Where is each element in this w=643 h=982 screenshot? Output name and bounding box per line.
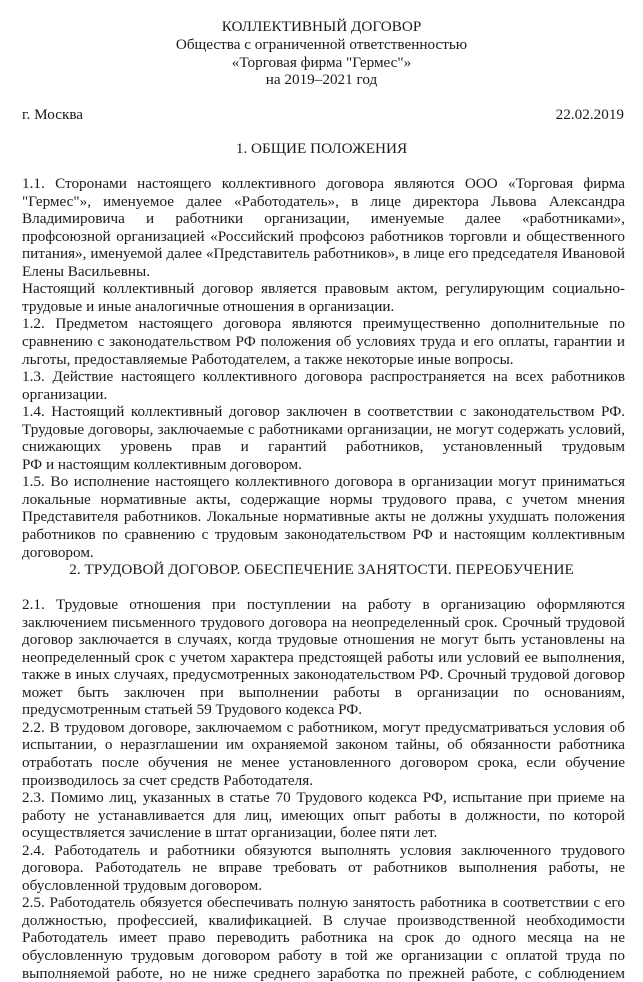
- text-line: выполняемой работе, но не ниже среднего заработка по прежней работе, с соблюдением: [22, 964, 625, 982]
- document-subtitle-company: «Торговая фирма "Гермес"»: [231, 54, 412, 71]
- text-line: снижающих уровень прав и гарантий работников, установленный трудовым: [22, 438, 625, 456]
- text-line: работу не устанавливается для лиц, имеющих опыт работы в должности, по которой: [22, 806, 625, 824]
- text-line: неопределенный срок с учетом характера предстоящей работы или условий ее выполнения,: [22, 648, 625, 666]
- text-line: профсоюзной организацией «Российский профсоюз работников торговли и общественного: [22, 227, 625, 245]
- text-line: предусмотренным статьей 59 Трудового кодекса РФ.: [22, 701, 363, 719]
- document-subtitle-org-form: Общества с ограниченной ответственностью: [175, 36, 468, 53]
- text-line: льготы, предоставляемые Работодателем, а также некоторые иные вопросы.: [22, 350, 514, 368]
- text-line: должностью, профессией, квалификацией. В случае производственной необходимости: [22, 911, 625, 929]
- text-line: 1.3. Действие настоящего коллективного договора распространяется на всех работников: [22, 368, 625, 386]
- section-1-title: 1. ОБЩИЕ ПОЛОЖЕНИЯ: [235, 140, 408, 157]
- text-line: производилось за счет средств Работодателя.: [22, 771, 313, 789]
- text-line: может быть заключен при выполнении работы в организации по основаниям,: [22, 683, 625, 701]
- text-line: договора. Работодатель не вправе требовать от работников выполнения работы, не: [22, 859, 625, 877]
- text-line: работников по сравнению с трудовым законодательством РФ и настоящим коллективным: [22, 526, 625, 543]
- text-line: 2.2. В трудовом договоре, заключаемом с работником, могут предусматриваться условия об: [22, 718, 625, 736]
- document-date: 22.02.2019: [555, 106, 624, 123]
- text-line: 1.1. Сторонами настоящего коллективного договора являются ООО «Торговая фирма: [22, 175, 625, 192]
- document-place: г. Москва: [22, 106, 84, 123]
- text-line: договор заключается в случаях, когда трудовые отношения не могут быть установлены на: [22, 631, 625, 649]
- text-line: организации.: [22, 385, 108, 403]
- text-line: 2.5. Работодатель обязуется обеспечивать полную занятость работника в соответствии с его: [22, 894, 625, 912]
- text-line: обусловленную трудовым договором работу в той же организации с оплатой труда по: [22, 947, 625, 964]
- text-line: отработать после обучения не менее установленного договором срока, если обучение: [22, 753, 625, 771]
- text-line: также в иных случаях, предусмотренных законодательством РФ. Срочный трудовой договор: [22, 666, 625, 684]
- text-line: локальные нормативные акты, содержащие нормы трудового права, с учетом мнения: [22, 490, 625, 508]
- text-line: осуществляется зачисление в штат организации, более пяти лет.: [22, 824, 438, 842]
- text-line: Владимировича и работники организации, именуемые далее «работниками»,: [22, 210, 625, 228]
- text-line: РФ и настоящим коллективным договором.: [22, 455, 302, 473]
- text-line: Настоящий коллективный договор является правовым актом, регулирующим социально-: [22, 280, 625, 298]
- text-line: Работодатель имеет право переводить работника на срок до одного месяца на не: [22, 929, 625, 947]
- text-line: договором.: [22, 543, 94, 561]
- text-line: Елены Васильевны.: [22, 262, 151, 280]
- text-line: 2.3. Помимо лиц, указанных в статье 70 Трудового кодекса РФ, испытание при приеме на: [22, 789, 625, 807]
- text-line: обусловленной трудовым договором.: [22, 876, 263, 894]
- text-line: трудовые и иные аналогичные отношения в организации.: [22, 297, 395, 315]
- text-line: Трудовые договоры, заключаемые с работниками организации, не могут содержать условий,: [22, 420, 625, 438]
- text-line: питания», именуемой далее «Представитель работников», в лице его председателя Ивановой: [22, 245, 625, 263]
- section-2-title: 2. ТРУДОВОЙ ДОГОВОР. ОБЕСПЕЧЕНИЕ ЗАНЯТОСТИ. ПЕРЕОБУЧЕНИЕ: [69, 561, 574, 578]
- text-line: "Гермес"», именуемое далее «Работодатель», в лице директора Львова Александра: [22, 192, 625, 210]
- text-line: испытании, о неразглашении им охраняемой законом тайны, об обязанности работника: [22, 736, 625, 754]
- text-line: 2.1. Трудовые отношения при поступлении на работу в организацию оформляются: [22, 596, 625, 613]
- text-line: 1.5. Во исполнение настоящего коллективного договора в организации могут приниматься: [22, 473, 625, 491]
- text-line: сравнению с законодательством РФ положения об условиях труда и его оплаты, гарантии и: [22, 332, 625, 350]
- text-line: Представителя работников. Локальные нормативные акты не должны ухудшать положения: [22, 508, 625, 526]
- document-period: на 2019–2021 год: [265, 71, 378, 88]
- text-line: 1.2. Предметом настоящего договора являются преимущественно дополнительные по: [22, 315, 625, 333]
- text-line: 1.4. Настоящий коллективный договор заключен в соответствии с законодательством РФ.: [22, 403, 625, 421]
- text-line: заключением письменного трудового договора на неопределенный срок. Срочный трудовой: [22, 613, 625, 631]
- document-title: КОЛЛЕКТИВНЫЙ ДОГОВОР: [221, 18, 422, 35]
- text-line: 2.4. Работодатель и работники обязуются выполнять условия заключенного трудового: [22, 841, 625, 859]
